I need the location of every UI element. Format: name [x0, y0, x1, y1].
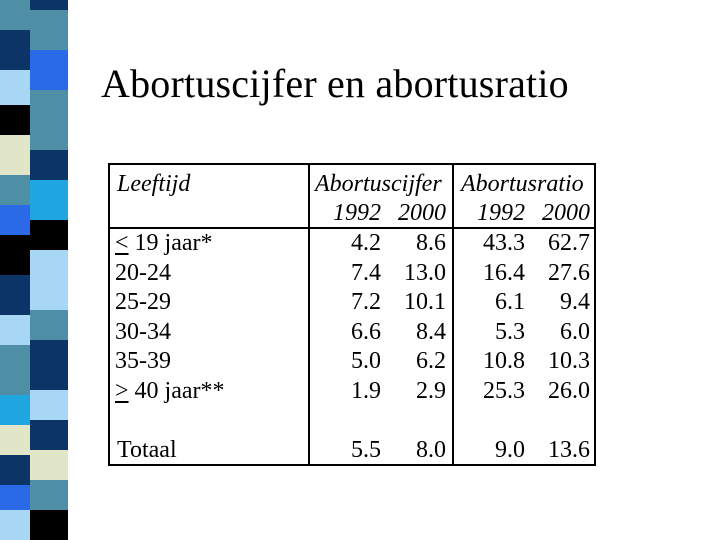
row-label-text: 20-24 — [115, 259, 171, 286]
year-header: 2000 — [542, 200, 590, 226]
stripe-block — [30, 180, 68, 220]
stripe-block — [30, 450, 68, 480]
stripe-block — [0, 345, 30, 395]
value-cell: 5.0 — [351, 348, 381, 375]
value-cell: 5.3 — [495, 318, 525, 345]
stripe-block — [0, 455, 30, 485]
column-divider — [308, 163, 310, 466]
stripe-block — [30, 310, 68, 340]
value-cell: 9.4 — [560, 289, 590, 316]
stripe-block — [30, 50, 68, 90]
row-label-text: 40 jaar** — [128, 378, 225, 404]
value-cell: 6.0 — [560, 318, 590, 345]
stripe-block — [0, 510, 30, 540]
value-cell: 43.3 — [483, 230, 525, 256]
total-value-cell: 13.6 — [548, 437, 590, 463]
row-label-text: 35-39 — [115, 348, 171, 375]
total-value-cell: 5.5 — [351, 437, 381, 463]
stripe-block — [30, 0, 68, 10]
year-header: 1992 — [333, 200, 381, 226]
row-label — [115, 318, 171, 346]
value-cell: 8.6 — [416, 230, 446, 256]
row-label — [115, 288, 171, 316]
stripe-block — [0, 315, 30, 345]
value-cell: 10.1 — [404, 289, 446, 316]
stripe-block — [30, 90, 68, 150]
value-cell: 6.6 — [351, 318, 381, 345]
stripe-block — [0, 0, 30, 30]
value-cell: 6.2 — [416, 348, 446, 375]
value-cell: 27.6 — [548, 259, 590, 286]
value-cell: 10.8 — [483, 348, 525, 375]
header-abortuscijfer: Abortuscijfer — [315, 171, 442, 197]
total-value-cell: 9.0 — [495, 437, 525, 463]
stripe-block — [0, 235, 30, 275]
slide-title: Abortuscijfer en abortusratio — [101, 61, 569, 106]
value-cell: 8.4 — [416, 318, 446, 345]
value-cell: 2.9 — [416, 378, 446, 404]
value-cell: 7.4 — [351, 259, 381, 286]
stripe-block — [0, 70, 30, 105]
value-cell: 26.0 — [548, 378, 590, 404]
stripe-block — [30, 10, 68, 50]
year-header: 1992 — [477, 200, 525, 226]
row-label — [115, 229, 213, 257]
value-cell: 4.2 — [351, 230, 381, 256]
value-cell: 16.4 — [483, 259, 525, 286]
stripe-block — [0, 425, 30, 455]
header-abortusratio: Abortusratio — [461, 171, 584, 197]
stripe-block — [30, 250, 68, 310]
stripe-block — [0, 205, 30, 235]
value-cell: 1.9 — [351, 378, 381, 404]
row-label — [115, 259, 171, 287]
stripe-block — [0, 395, 30, 425]
stripe-block — [30, 390, 68, 420]
stripe-block — [0, 30, 30, 70]
decorative-stripe — [0, 0, 70, 540]
value-cell: 10.3 — [548, 348, 590, 375]
stripe-block — [0, 485, 30, 510]
stripe-block — [30, 340, 68, 390]
stripe-block — [0, 135, 30, 175]
total-value-cell: 8.0 — [416, 437, 446, 463]
total-label: Totaal — [117, 437, 177, 463]
row-label-text: 25-29 — [115, 289, 171, 316]
stripe-block — [0, 175, 30, 205]
row-label-text: 30-34 — [115, 318, 171, 345]
year-header: 2000 — [398, 200, 446, 226]
comparison-symbol: > — [115, 378, 129, 404]
value-cell: 25.3 — [483, 378, 525, 404]
stripe-block — [30, 150, 68, 180]
stripe-block — [30, 220, 68, 250]
stripe-block — [0, 105, 30, 135]
value-cell: 6.1 — [495, 289, 525, 316]
stripe-block — [30, 420, 68, 450]
value-cell: 7.2 — [351, 289, 381, 316]
row-label — [115, 347, 171, 375]
value-cell: 13.0 — [404, 259, 446, 286]
stripe-block — [0, 275, 30, 315]
row-label-text: 19 jaar* — [128, 230, 213, 256]
stripe-block — [30, 510, 68, 540]
row-label — [115, 377, 225, 405]
column-divider — [452, 163, 454, 466]
comparison-symbol: < — [115, 230, 129, 256]
value-cell: 62.7 — [548, 230, 590, 256]
stripe-block — [30, 480, 68, 510]
header-leeftijd: Leeftijd — [117, 171, 191, 197]
